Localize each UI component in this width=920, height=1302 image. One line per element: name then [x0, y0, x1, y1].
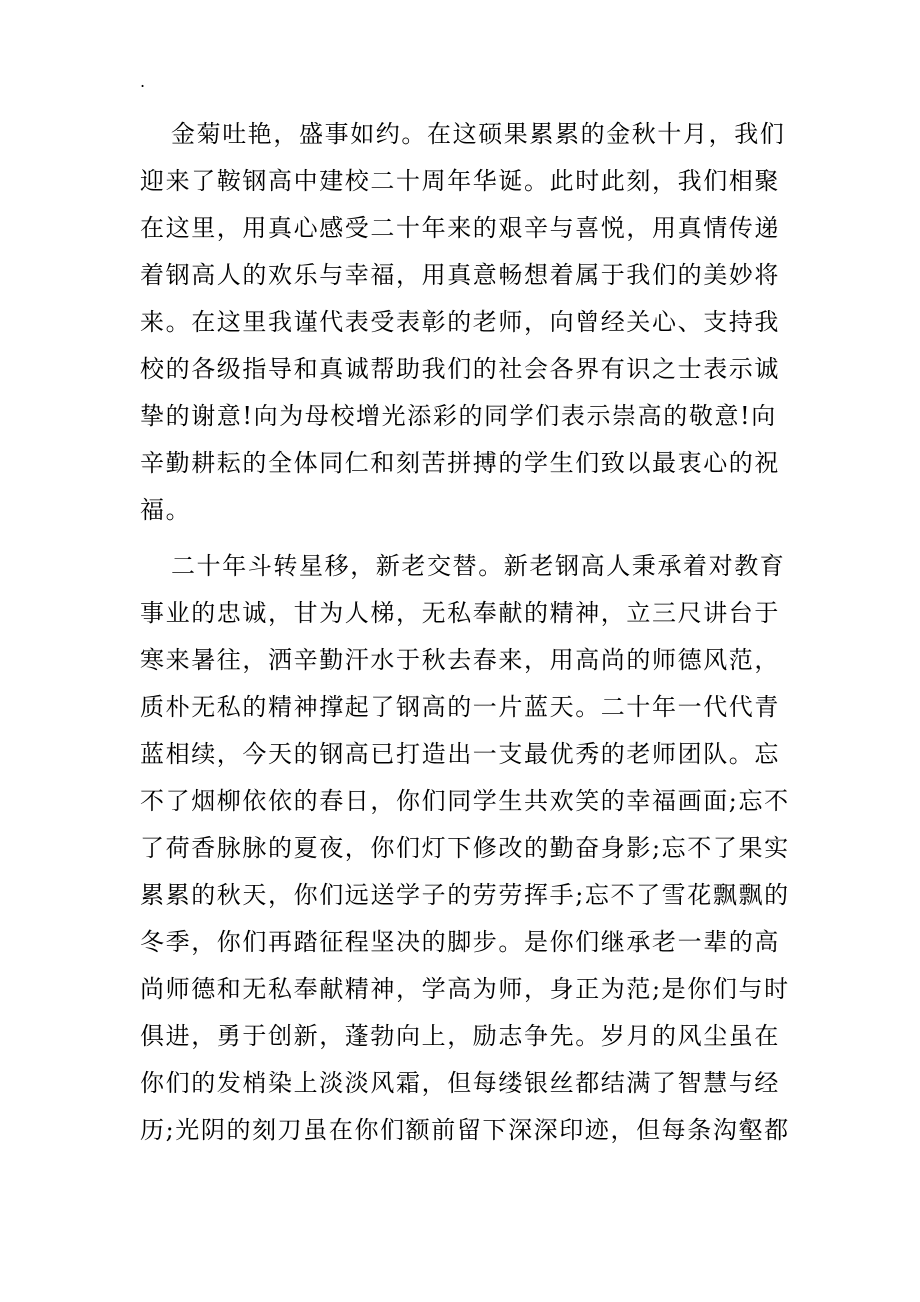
paragraph-2-line-6: 不了烟柳依依的春日，你们同学生共欢笑的幸福画面;忘不 [140, 787, 790, 815]
paragraph-1-line-5: 来。在这里我谨代表受表彰的老师，向曾经关心、支持我 [140, 308, 780, 336]
paragraph-2-line-11: 俱进，勇于创新，蓬勃向上，励志争先。岁月的风尘虽在 [140, 1022, 780, 1050]
header-mark: . [140, 72, 146, 91]
paragraph-2-line-3: 寒来暑往，洒辛勤汗水于秋去春来，用高尚的师德风范， [140, 646, 780, 674]
paragraph-2-line-5: 蓝相续，今天的钢高已打造出一支最优秀的老师团队。忘 [140, 740, 780, 768]
paragraph-2-line-2: 事业的忠诚，甘为人梯，无私奉献的精神，立三尺讲台于 [140, 599, 780, 627]
paragraph-2-line-13: 历;光阴的刻刀虽在你们额前留下深深印迹，但每条沟壑都 [140, 1116, 790, 1144]
paragraph-1-line-7: 挚的谢意!向为母校增光添彩的同学们表示崇高的敬意!向 [140, 402, 777, 430]
paragraph-2-line-1: 二十年斗转星移，新老交替。新老钢高人秉承着对教育 [171, 552, 786, 580]
paragraph-2-line-8: 累累的秋天，你们远送学子的劳劳挥手;忘不了雪花飘飘的 [140, 881, 790, 909]
paragraph-1-line-8: 辛勤耕耘的全体同仁和刻苦拼搏的学生们致以最衷心的祝 [140, 449, 780, 477]
paragraph-2-line-7: 了荷香脉脉的夏夜，你们灯下修改的勤奋身影;忘不了果实 [140, 834, 790, 862]
paragraph-2-line-9: 冬季，你们再踏征程坚决的脚步。是你们继承老一辈的高 [140, 928, 780, 956]
paragraph-1-line-3: 在这里，用真心感受二十年来的艰辛与喜悦，用真情传递 [140, 214, 780, 242]
paragraph-1-line-9: 福。 [140, 496, 192, 524]
paragraph-2-line-4: 质朴无私的精神撑起了钢高的一片蓝天。二十年一代代青 [140, 693, 780, 721]
paragraph-1-line-6: 校的各级指导和真诚帮助我们的社会各界有识之士表示诚 [140, 355, 780, 383]
paragraph-1-line-1: 金菊吐艳，盛事如约。在这硕果累累的金秋十月，我们 [171, 120, 786, 148]
paragraph-2-line-10: 尚师德和无私奉献精神，学高为师，身正为范;是你们与时 [140, 975, 790, 1003]
paragraph-1-line-4: 着钢高人的欢乐与幸福，用真意畅想着属于我们的美妙将 [140, 261, 780, 289]
paragraph-2-line-12: 你们的发梢染上淡淡风霜，但每缕银丝都结满了智慧与经 [140, 1069, 780, 1097]
paragraph-1-line-2: 迎来了鞍钢高中建校二十周年华诞。此时此刻，我们相聚 [140, 167, 780, 195]
